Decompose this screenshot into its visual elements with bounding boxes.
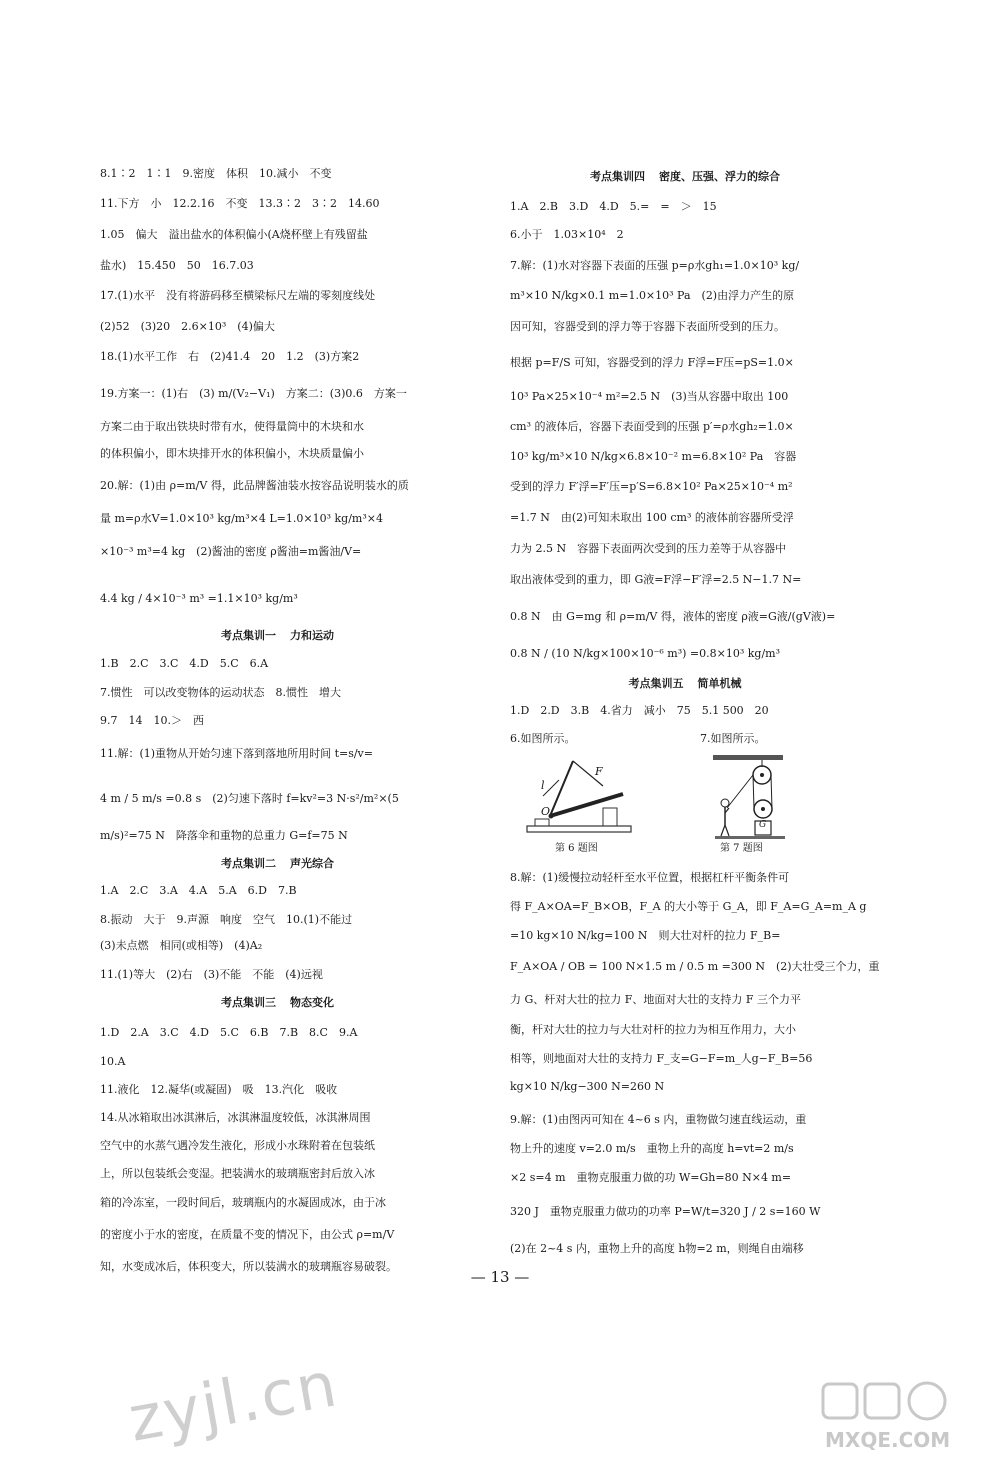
answer-line: 0.8 N / (10 N/kg×100×10⁻⁶ m³) =0.8×10³ kg/m³ (510, 647, 780, 660)
answer-line: 11.下方 小 12.2.16 不变 13.3∶2 3∶2 14.60 (100, 197, 380, 210)
answer-line: 320 J 重物克服重力做功的功率 P=W/t=320 J / 2 s=160 W (510, 1205, 821, 1218)
answer-line: 1.D 2.D 3.B 4.省力 减小 75 5.1 500 20 (510, 704, 769, 717)
answer-line: 9.7 14 10.＞ 西 (100, 714, 204, 727)
answer-line: 20.解：(1)由 ρ=m/V 得，此品牌酱油装水按容品说明装水的质 (100, 479, 409, 492)
answer-line: 7.惯性 可以改变物体的运动状态 8.惯性 增大 (100, 686, 341, 699)
figure-7-caption: 第 7 题图 (720, 843, 763, 854)
answer-line: 4.4 kg / 4×10⁻³ m³ =1.1×10³ kg/m³ (100, 592, 298, 605)
answer-line: cm³ 的液体后，容器下表面受到的压强 p′=ρ水gh₂=1.0× (510, 420, 794, 433)
answer-line: 上，所以包装纸会变湿。把装满水的玻璃瓶密封后放入冰 (100, 1167, 375, 1180)
force-label: F (595, 765, 603, 778)
answer-line: 方案二由于取出铁块时带有水，使得量筒中的木块和水 (100, 420, 364, 433)
section-title: 考点集训四 密度、压强、浮力的综合 (590, 170, 780, 183)
answer-line: =10 kg×10 N/kg=100 N 则大壮对杆的拉力 F_B= (510, 929, 781, 942)
answer-line: 8.1∶2 1∶1 9.密度 体积 10.减小 不变 (100, 167, 332, 180)
answer-line: 1.D 2.A 3.C 4.D 5.C 6.B 7.B 8.C 9.A (100, 1026, 358, 1039)
answer-line: 因可知，容器受到的浮力等于容器下表面所受到的压力。 (510, 320, 785, 333)
answer-line: 量 m=ρ水V=1.0×10³ kg/m³×4 L=1.0×10³ kg/m³×4 (100, 512, 383, 525)
answer-line: 取出液体受到的重力，即 G液=F浮−F′浮=2.5 N−1.7 N= (510, 573, 802, 586)
answer-line: 19.方案一：(1)右 (3) m/(V₂−V₁) 方案二：(3)0.6 方案一 (100, 387, 407, 400)
answer-line: 力为 2.5 N 容器下表面两次受到的压力差等于从容器中 (510, 542, 787, 555)
answer-line: 0.8 N 由 G=mg 和 ρ=m/V 得，液体的密度 ρ液=G液/(gV液)= (510, 610, 836, 623)
answer-line: 的体积偏小，即木块排开水的体积偏小，木块质量偏小 (100, 447, 364, 460)
answer-line: 箱的冷冻室，一段时间后，玻璃瓶内的水凝固成冰，由于冰 (100, 1196, 386, 1209)
answer-line: 1.05 偏大 溢出盐水的体积偏小(A烧杯壁上有残留盐 (100, 228, 368, 241)
answer-line: 8.振动 大于 9.声源 响度 空气 10.(1)不能过 (100, 913, 353, 926)
watermark-logo: MXQE.COM (815, 1380, 965, 1464)
answer-line: 14.从冰箱取出冰淇淋后，冰淇淋温度较低，冰淇淋周围 (100, 1111, 371, 1124)
answer-line: 8.解：(1)缓慢拉动轻杆至水平位置，根据杠杆平衡条件可 (510, 871, 790, 884)
answer-line: (2)在 2~4 s 内，重物上升的高度 h物=2 m，则绳自由端移 (510, 1242, 804, 1255)
page-number: — 13 — (470, 1268, 530, 1286)
answer-line: 4 m / 5 m/s =0.8 s (2)匀速下落时 f=kv²=3 N·s²/m²×(5 (100, 792, 399, 805)
figure-7-pulley-diagram (705, 753, 795, 841)
section-title: 考点集训五 简单机械 (628, 677, 742, 690)
answer-line: kg×10 N/kg−300 N=260 N (510, 1080, 665, 1093)
answer-line: 10.A (100, 1055, 126, 1068)
arm-label: l (541, 779, 545, 792)
answer-line: 受到的浮力 F′浮=F′压=p′S=6.8×10² Pa×25×10⁻⁴ m² (510, 480, 793, 493)
section-title: 考点集训三 物态变化 (221, 996, 334, 1009)
answer-line: 1.B 2.C 3.C 4.D 5.C 6.A (100, 657, 269, 670)
answer-line: 9.解：(1)由图丙可知在 4~6 s 内，重物做匀速直线运动，重 (510, 1113, 807, 1126)
answer-line: 的密度小于水的密度，在质量不变的情况下，由公式 ρ=m/V (100, 1228, 395, 1241)
answer-line: (2)52 (3)20 2.6×10³ (4)偏大 (100, 320, 275, 333)
answer-line: 知，水变成冰后，体积变大，所以装满水的玻璃瓶容易破裂。 (100, 1260, 397, 1273)
answer-line: 10³ kg/m³×10 N/kg×6.8×10⁻² m=6.8×10² Pa 容器 (510, 450, 797, 463)
answer-line: 18.(1)水平工作 右 (2)41.4 20 1.2 (3)方案2 (100, 350, 360, 363)
answer-line: 11.解：(1)重物从开始匀速下落到落地所用时间 t=s/v= (100, 747, 373, 760)
answer-line: 相等，则地面对大壮的支持力 F_支=G−F=m_人g−F_B=56 (510, 1052, 813, 1065)
answer-line: 盐水) 15.450 50 16.7.03 (100, 259, 254, 272)
answer-line: m/s)²=75 N 降落伞和重物的总重力 G=f=75 N (100, 829, 348, 842)
answer-line: 得 F_A×OA=F_B×OB，F_A 的大小等于 G_A，即 F_A=G_A=m_A g (510, 900, 867, 913)
answer-line: 6.如图所示。 (510, 732, 576, 745)
answer-line: m³×10 N/kg×0.1 m=1.0×10³ Pa (2)由浮力产生的原 (510, 289, 795, 302)
weight-label: G (759, 820, 767, 830)
answer-line: =1.7 N 由(2)可知未取出 100 cm³ 的液体前容器所受浮 (510, 511, 794, 524)
answer-line: 力 G、杆对大壮的拉力 F、地面对大壮的支持力 F 三个力平 (510, 993, 802, 1006)
answer-line: 衡，杆对大壮的拉力与大壮对杆的拉力为相互作用力，大小 (510, 1023, 796, 1036)
watermark-logo: zyjl.cn (123, 1347, 344, 1456)
answer-line: 1.A 2.C 3.A 4.A 5.A 6.D 7.B (100, 884, 297, 897)
answer-line: 根据 p=F/S 可知，容器受到的浮力 F浮=F压=pS=1.0× (510, 356, 794, 369)
answer-line: 17.(1)水平 没有将游码移至横梁标尺左端的零刻度线处 (100, 289, 376, 302)
pivot-label: O (541, 805, 551, 818)
section-title: 考点集训一 力和运动 (221, 629, 334, 642)
answer-line: (3)未点燃 相同(或相等) (4)A₂ (100, 939, 263, 952)
figure-6-lever-diagram (525, 756, 635, 838)
answer-line: 7.如图所示。 (700, 732, 766, 745)
answer-line: 空气中的水蒸气遇冷发生液化，形成小水珠附着在包装纸 (100, 1139, 375, 1152)
answer-line: ×10⁻³ m³=4 kg (2)酱油的密度 ρ酱油=m酱油/V= (100, 545, 362, 558)
answer-line: 7.解：(1)水对容器下表面的压强 p=ρ水gh₁=1.0×10³ kg/ (510, 259, 800, 272)
answer-line: 11.液化 12.凝华(或凝固) 吸 13.汽化 吸收 (100, 1083, 338, 1096)
answer-line: 11.(1)等大 (2)右 (3)不能 不能 (4)远视 (100, 968, 323, 981)
answer-line: F_A×OA / OB = 100 N×1.5 m / 0.5 m =300 N (2)大壮受三个力，重 (510, 960, 880, 973)
answer-line: 物上升的速度 v=2.0 m/s 重物上升的高度 h=vt=2 m/s (510, 1142, 794, 1155)
answer-line: ×2 s=4 m 重物克服重力做的功 W=Gh=80 N×4 m= (510, 1171, 792, 1184)
answer-line: 6.小于 1.03×10⁴ 2 (510, 228, 624, 241)
answer-line: 1.A 2.B 3.D 4.D 5.= = ＞ 15 (510, 200, 717, 213)
answer-line: 10³ Pa×25×10⁻⁴ m²=2.5 N (3)当从容器中取出 100 (510, 390, 789, 403)
section-title: 考点集训二 声光综合 (221, 857, 334, 870)
figure-6-caption: 第 6 题图 (555, 843, 598, 854)
